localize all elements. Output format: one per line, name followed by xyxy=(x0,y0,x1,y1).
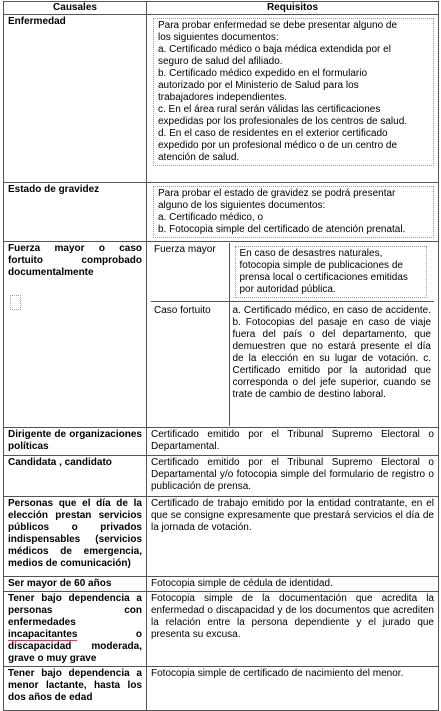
text-line: los siguientes documentos: xyxy=(158,32,279,43)
fortuito-text: a. Certificado médico, en caso de accidente. b. Fotocopias del pasaje en caso de viaje fuera del país o del departamento, que demuestren que no estará presente el día de la elección en su lugar de votación. c. Certificado emitido por la autoridad que corresponda o del jefe superior, cuando se trate de cambio de destino laboral. xyxy=(232,305,431,400)
row-dirigente xyxy=(4,427,439,455)
placeholder-box xyxy=(10,295,21,310)
text-line: por autoridad pública. xyxy=(239,284,336,295)
header-causales: Causales xyxy=(4,2,147,15)
requisito-enfermedad xyxy=(147,15,439,183)
causal-fuerza-text: Fuerza mayor o caso fortuito comprobado documentalmente xyxy=(8,243,142,278)
text-line: En caso de desastres naturales, xyxy=(239,248,383,259)
requisito-dependencia: Fotocopia simple de la documentación que acredita la enfermedad o discapacidad y de los documentos que acrediten la relación entre la persona dependiente y el jurado que presenta su excusa. xyxy=(147,591,439,666)
requisito-dirigente: Certificado emitido por el Tribunal Supremo Electoral o Departamental. xyxy=(147,427,439,455)
spellcheck-underlined-word: incapacitantes xyxy=(8,628,78,640)
text-line: c. En el área rural serán válidas las certificaciones xyxy=(158,104,381,115)
subcase-fuerza-mayor xyxy=(151,243,434,302)
subcase-label: Caso fortuito xyxy=(151,302,229,426)
text-line: a. Certificado médico, o xyxy=(158,212,264,223)
subcase-requirement xyxy=(229,302,434,426)
causal-fuerza-mayor xyxy=(4,242,147,428)
gravidez-text-box xyxy=(153,186,434,238)
requirements-table-wrapper xyxy=(3,1,438,711)
header-row xyxy=(4,2,439,15)
text-line: expedido por un profesional médico o de un centro de xyxy=(158,140,398,151)
text-line: Para probar enfermedad se debe presentar alguno de xyxy=(158,20,398,31)
causal-lactante: Tener bajo dependencia a menor lactante, hasta los dos años de edad xyxy=(4,666,147,710)
text-line: d. En el caso de residentes en el exterior certificado xyxy=(158,128,388,139)
header-requisitos: Requisitos xyxy=(147,2,439,15)
text-line: fotocopia simple de publicaciones de xyxy=(239,260,403,271)
text-line: trabajadores independientes. xyxy=(158,92,287,103)
text-line: autorizado por el Ministerio de Salud para los xyxy=(158,80,359,91)
row-candidato xyxy=(4,455,439,496)
row-lactante xyxy=(4,666,439,710)
causal-enfermedad: Enfermedad xyxy=(4,15,147,183)
causal-dependencia-pre: Tener bajo dependencia a personas con enfermedades xyxy=(8,592,142,628)
row-mayor-60 xyxy=(4,576,439,591)
text-line: alguno de los siguientes documentos: xyxy=(158,200,326,211)
text-line: a. Certificado médico o baja médica extendida por el xyxy=(158,44,391,55)
enfermedad-text-box xyxy=(153,18,434,166)
causal-dependencia-post: o discapacidad moderada, grave o muy grave xyxy=(8,628,142,664)
requisito-gravidez xyxy=(147,183,439,242)
text-line: b. Certificado médico expedido en el formulario xyxy=(158,68,367,79)
requisito-servicios: Certificado de trabajo emitido por la entidad contratante, en el que se consigne expresamente que prestará servicios el día de la jornada de votación. xyxy=(147,496,439,576)
subcases-table xyxy=(151,243,434,426)
text-line: atención de salud. xyxy=(158,152,240,163)
fuerza-text-box xyxy=(235,246,428,298)
requisito-mayor-60: Fotocopia simple de cédula de identidad. xyxy=(147,576,439,591)
requisito-lactante: Fotocopia simple de certificado de nacimiento del menor. xyxy=(147,666,439,710)
row-gravidez xyxy=(4,183,439,242)
requisito-fuerza-mayor xyxy=(147,242,439,428)
causal-servicios: Personas que el día de la elección prestan servicios públicos o privados indispensables (servicios médicos de emergencia, medios de comunicación) xyxy=(4,496,147,576)
text-line: prensa local o certificaciones emitidas xyxy=(239,272,408,283)
text-line: expedidas por los profesionales de los centros de salud. xyxy=(158,116,408,127)
text-line: b. Fotocopia simple del certificado de atención prenatal. xyxy=(158,224,406,235)
subcase-caso-fortuito xyxy=(151,302,434,426)
row-enfermedad xyxy=(4,15,439,183)
causal-dirigente: Dirigente de organizaciones políticas xyxy=(4,427,147,455)
row-dependencia xyxy=(4,591,439,666)
causal-mayor-60: Ser mayor de 60 años xyxy=(4,576,147,591)
requirements-table xyxy=(3,1,439,711)
causal-dependencia xyxy=(4,591,147,666)
subcase-label: Fuerza mayor xyxy=(151,243,229,302)
row-fuerza-mayor xyxy=(4,242,439,428)
subcase-requirement xyxy=(229,243,434,302)
text-line: seguro de salud del afiliado. xyxy=(158,56,283,67)
row-servicios xyxy=(4,496,439,576)
causal-gravidez: Estado de gravidez xyxy=(4,183,147,242)
text-line: Para probar el estado de gravidez se podrá presentar xyxy=(158,188,396,199)
requisito-candidato: Certificado emitido por el Tribunal Supremo Electoral o Departamental y/o fotocopia simple del formulario de registro o publicación de prensa. xyxy=(147,455,439,496)
causal-candidato: Candidata , candidato xyxy=(4,455,147,496)
